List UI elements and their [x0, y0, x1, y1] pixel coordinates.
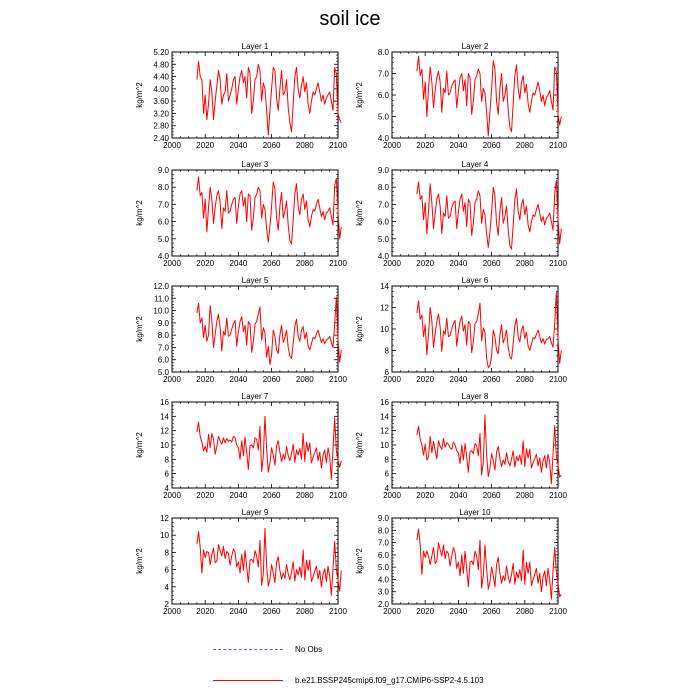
- y-tick-label: 16: [380, 398, 389, 407]
- y-axis-label: kg/m^2: [135, 432, 144, 458]
- panel-layer-8: [355, 392, 567, 500]
- y-axis-label: kg/m^2: [135, 548, 144, 574]
- x-tick-label: 2100: [329, 141, 347, 150]
- y-tick-label: 5.20: [153, 48, 169, 57]
- x-tick-label: 2040: [229, 259, 248, 268]
- y-tick-label: 16: [160, 398, 169, 407]
- y-axis-label: kg/m^2: [135, 82, 144, 108]
- y-tick-label: 7.0: [377, 69, 389, 79]
- panel-layer-2: [355, 42, 567, 150]
- panel-layer-10: [355, 508, 567, 616]
- y-tick-label: 2.0: [377, 600, 389, 609]
- x-tick-label: 2060: [482, 375, 501, 384]
- panel-layer-9: [135, 508, 347, 616]
- y-axis-label: kg/m^2: [355, 432, 364, 458]
- y-tick-label: 12: [160, 514, 169, 523]
- panel-title: Layer 8: [461, 392, 489, 401]
- y-tick-label: 5.0: [157, 368, 169, 377]
- y-axis-label: kg/m^2: [355, 82, 364, 108]
- y-tick-label: 7.0: [377, 538, 389, 548]
- x-tick-label: 2100: [329, 259, 347, 268]
- x-tick-label: 2040: [229, 375, 248, 384]
- x-tick-label: 2080: [515, 607, 534, 616]
- series-line: [197, 297, 341, 365]
- y-tick-label: 10: [160, 531, 169, 541]
- y-tick-label: 5.0: [377, 563, 389, 573]
- y-tick-label: 7.0: [157, 200, 169, 210]
- x-tick-label: 2020: [196, 141, 215, 150]
- x-tick-label: 2000: [163, 491, 181, 500]
- y-tick-label: 10: [160, 441, 169, 450]
- series-line: [197, 61, 341, 135]
- y-tick-label: 10: [380, 441, 389, 450]
- series-line: [417, 56, 561, 136]
- y-tick-label: 4.40: [153, 72, 169, 82]
- x-tick-label: 2020: [196, 491, 215, 500]
- series-line: [417, 292, 561, 367]
- y-tick-label: 6: [384, 368, 389, 377]
- x-tick-label: 2040: [449, 491, 468, 500]
- x-tick-label: 2020: [196, 607, 215, 616]
- y-tick-label: 4: [164, 582, 169, 592]
- y-axis-label: kg/m^2: [355, 548, 364, 574]
- y-tick-label: 9.0: [157, 318, 169, 328]
- x-tick-label: 2000: [163, 259, 181, 268]
- y-tick-label: 14: [160, 412, 169, 422]
- model-legend-label: b.e21.BSSP245cmip6.f09_g17.CMIP6-SSP2-4.5.103: [295, 676, 484, 685]
- panel-layer-5: [135, 276, 347, 384]
- y-tick-label: 3.60: [153, 97, 169, 107]
- y-tick-label: 8.0: [157, 183, 169, 193]
- y-tick-label: 2.80: [153, 121, 169, 131]
- plot-frame: [392, 170, 558, 256]
- y-tick-label: 8.0: [377, 526, 389, 536]
- x-tick-label: 2000: [163, 141, 181, 150]
- y-tick-label: 3.0: [377, 587, 389, 597]
- series-line: [197, 416, 341, 479]
- plot-frame: [172, 402, 338, 488]
- x-tick-label: 2060: [482, 141, 501, 150]
- panel-title: Layer 3: [241, 160, 269, 169]
- y-tick-label: 8.0: [157, 331, 169, 341]
- y-tick-label: 8: [384, 455, 389, 465]
- x-tick-label: 2020: [416, 491, 435, 500]
- x-tick-label: 2000: [163, 607, 181, 616]
- x-tick-label: 2000: [383, 141, 401, 150]
- panel-title: Layer 9: [241, 508, 269, 517]
- x-tick-label: 2000: [383, 491, 401, 500]
- x-tick-label: 2080: [515, 259, 534, 268]
- y-axis-label: kg/m^2: [355, 200, 364, 226]
- y-axis-label: kg/m^2: [355, 316, 364, 342]
- y-tick-label: 5.0: [157, 234, 169, 244]
- y-axis-label: kg/m^2: [135, 316, 144, 342]
- y-tick-label: 4: [164, 484, 169, 493]
- series-line: [197, 177, 341, 244]
- y-tick-label: 10: [380, 325, 389, 334]
- x-tick-label: 2020: [416, 607, 435, 616]
- y-tick-label: 12: [160, 426, 169, 436]
- y-tick-label: 8: [164, 455, 169, 465]
- x-tick-label: 2080: [295, 607, 314, 616]
- x-tick-label: 2080: [515, 141, 534, 150]
- x-tick-label: 2080: [295, 141, 314, 150]
- x-tick-label: 2040: [229, 607, 248, 616]
- y-tick-label: 4.80: [153, 60, 169, 70]
- y-tick-label: 14: [380, 412, 389, 422]
- panel-title: Layer 5: [241, 276, 269, 285]
- y-tick-label: 6: [384, 469, 389, 479]
- panel-layer-3: [135, 160, 347, 268]
- x-tick-label: 2080: [515, 491, 534, 500]
- x-tick-label: 2040: [449, 607, 468, 616]
- y-tick-label: 9.0: [377, 166, 389, 175]
- y-tick-label: 5.0: [377, 112, 389, 122]
- panel-layer-6: [355, 276, 567, 384]
- y-tick-label: 6: [164, 565, 169, 575]
- series-line: [417, 180, 561, 249]
- y-tick-label: 9.0: [157, 166, 169, 175]
- x-tick-label: 2080: [515, 375, 534, 384]
- x-tick-label: 2040: [449, 375, 468, 384]
- x-tick-label: 2100: [549, 491, 567, 500]
- x-tick-label: 2040: [449, 141, 468, 150]
- plot-frame: [172, 170, 338, 256]
- panel-title: Layer 10: [459, 508, 491, 517]
- plot-frame: [172, 52, 338, 138]
- y-tick-label: 6.0: [377, 91, 389, 100]
- x-tick-label: 2000: [383, 375, 401, 384]
- plot-frame: [172, 518, 338, 604]
- y-tick-label: 8: [384, 346, 389, 356]
- panel-layer-1: [135, 42, 347, 150]
- x-tick-label: 2020: [196, 375, 215, 384]
- y-tick-label: 6.0: [157, 355, 169, 365]
- y-tick-label: 4.0: [377, 252, 389, 261]
- y-tick-label: 7.0: [157, 343, 169, 353]
- y-tick-label: 10.0: [153, 306, 169, 316]
- x-tick-label: 2060: [262, 259, 281, 268]
- x-tick-label: 2020: [416, 375, 435, 384]
- y-tick-label: 4.0: [157, 252, 169, 261]
- x-tick-label: 2040: [229, 141, 248, 150]
- series-line: [197, 528, 341, 595]
- x-tick-label: 2100: [549, 607, 567, 616]
- x-tick-label: 2100: [329, 607, 347, 616]
- x-tick-label: 2020: [416, 141, 435, 150]
- x-tick-label: 2060: [482, 491, 501, 500]
- panel-layer-4: [355, 160, 567, 268]
- y-tick-label: 8: [164, 548, 169, 558]
- x-tick-label: 2100: [549, 141, 567, 150]
- x-tick-label: 2060: [262, 491, 281, 500]
- y-axis-label: kg/m^2: [135, 200, 144, 226]
- x-tick-label: 2020: [416, 259, 435, 268]
- x-tick-label: 2020: [196, 259, 215, 268]
- series-line: [417, 529, 561, 599]
- x-tick-label: 2000: [383, 259, 401, 268]
- x-tick-label: 2080: [295, 375, 314, 384]
- x-tick-label: 2080: [295, 491, 314, 500]
- x-tick-label: 2040: [229, 491, 248, 500]
- x-tick-label: 2100: [549, 375, 567, 384]
- panel-layer-7: [135, 392, 347, 500]
- y-tick-label: 3.20: [153, 109, 169, 119]
- y-tick-label: 8.0: [377, 48, 389, 57]
- y-tick-label: 4.0: [377, 134, 389, 143]
- y-tick-label: 12: [380, 426, 389, 436]
- x-tick-label: 2000: [163, 375, 181, 384]
- plot-frame: [392, 518, 558, 604]
- y-tick-label: 6.0: [157, 217, 169, 227]
- y-tick-label: 4: [384, 484, 389, 493]
- x-tick-label: 2100: [329, 375, 347, 384]
- panel-title: Layer 4: [461, 160, 489, 169]
- y-tick-label: 6.0: [377, 550, 389, 560]
- y-tick-label: 2: [164, 600, 169, 609]
- series-line: [417, 415, 561, 484]
- y-tick-label: 12: [380, 303, 389, 313]
- x-tick-label: 2060: [262, 141, 281, 150]
- y-tick-label: 6.0: [377, 217, 389, 227]
- x-tick-label: 2060: [262, 375, 281, 384]
- x-tick-label: 2060: [482, 259, 501, 268]
- panel-title: Layer 1: [241, 42, 269, 51]
- y-tick-label: 11.0: [154, 294, 169, 304]
- x-tick-label: 2060: [262, 607, 281, 616]
- y-tick-label: 9.0: [377, 514, 389, 523]
- y-tick-label: 8.0: [377, 183, 389, 193]
- x-tick-label: 2100: [329, 491, 347, 500]
- x-tick-label: 2040: [449, 259, 468, 268]
- y-tick-label: 5.0: [377, 234, 389, 244]
- x-tick-label: 2000: [383, 607, 401, 616]
- x-tick-label: 2100: [549, 259, 567, 268]
- y-tick-label: 12.0: [153, 282, 169, 291]
- y-tick-label: 4.00: [153, 84, 169, 94]
- x-tick-label: 2060: [482, 607, 501, 616]
- y-tick-label: 7.0: [377, 200, 389, 210]
- y-tick-label: 2.40: [153, 134, 169, 143]
- figure-title: soil ice: [319, 8, 381, 30]
- panel-title: Layer 7: [241, 392, 269, 401]
- x-tick-label: 2080: [295, 259, 314, 268]
- obs-legend-label: No Obs: [295, 645, 323, 654]
- panel-title: Layer 6: [461, 276, 489, 285]
- y-tick-label: 6: [164, 469, 169, 479]
- panel-title: Layer 2: [461, 42, 489, 51]
- y-tick-label: 14: [380, 282, 389, 291]
- y-tick-label: 4.0: [377, 575, 389, 585]
